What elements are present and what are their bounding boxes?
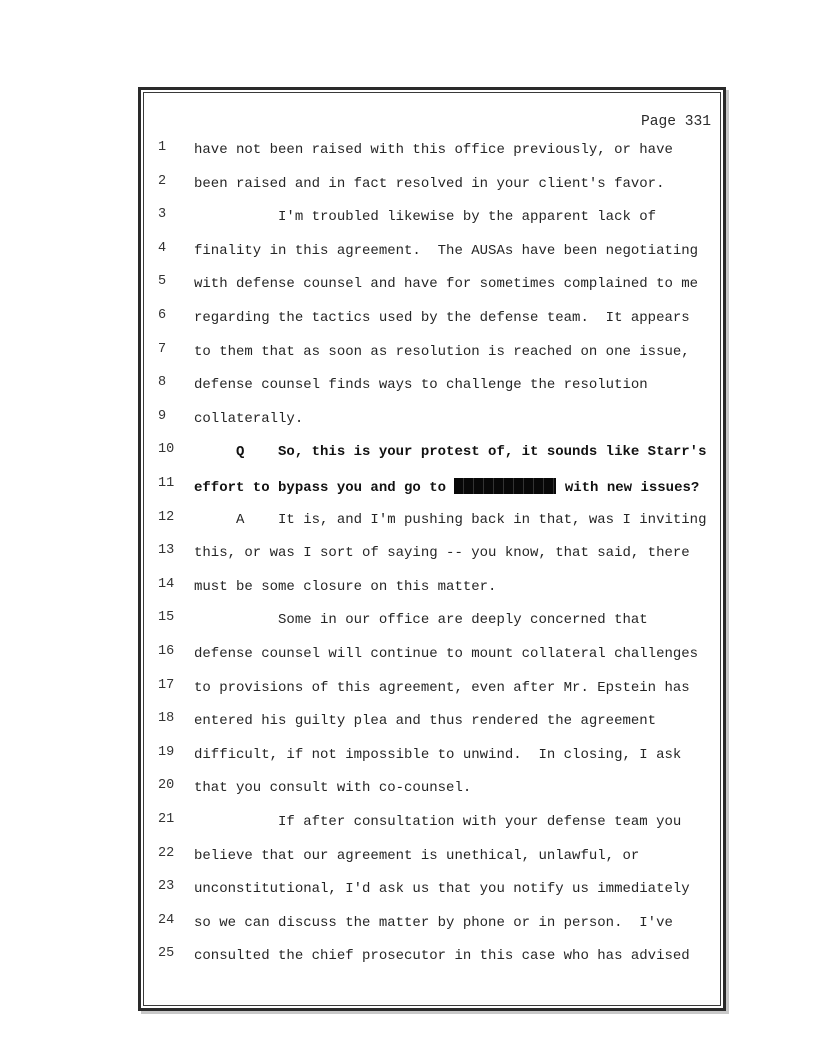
line-text: collaterally. [194, 410, 304, 427]
line-number: 12 [158, 509, 175, 525]
line-number: 11 [158, 476, 175, 491]
line-text: so we can discuss the matter by phone or in person. I've [194, 914, 673, 931]
line-text: to them that as soon as resolution is reached on one issue, [194, 343, 690, 360]
transcript-line [141, 207, 723, 241]
line-text: entered his guilty plea and thus rendered the agreement [194, 713, 657, 730]
line-number: 21 [158, 812, 175, 827]
line-number: 22 [158, 845, 175, 861]
question-text: Q So, this is your protest of, it sounds like Starr's [194, 444, 707, 461]
line-text: I'm troubled likewise by the apparent lack of [194, 209, 657, 226]
transcript-line [141, 913, 723, 947]
transcript-line [141, 846, 723, 880]
transcript-line [141, 678, 723, 712]
line-text: have not been raised with this office previously, or have [194, 142, 673, 158]
line-number: 5 [158, 274, 167, 290]
page-number: Page 331 [640, 114, 711, 130]
line-text: been raised and in fact resolved in your client's favor. [194, 175, 665, 192]
line-text: must be some closure on this matter. [194, 578, 497, 595]
line-number: 2 [158, 173, 167, 189]
answer-text: A It is, and I'm pushing back in that, was I inviting [194, 511, 707, 528]
line-number: 6 [158, 308, 167, 323]
line-number: 7 [158, 341, 167, 357]
transcript-line [141, 644, 723, 678]
line-text: this, or was I sort of saying -- you know, that said, there [194, 545, 690, 562]
line-text: to provisions of this agreement, even after Mr. Epstein has [194, 679, 690, 696]
line-number: 4 [158, 240, 167, 256]
line-text: with defense counsel and have for sometimes complained to me [194, 276, 699, 293]
transcript-line [141, 140, 723, 174]
line-text: finality in this agreement. The AUSAs have been negotiating [194, 242, 699, 259]
transcript-line [141, 375, 723, 409]
line-text: consulted the chief prosecutor in this case who has advised [194, 948, 690, 965]
line-number: 15 [158, 610, 175, 626]
transcript-line [141, 274, 723, 308]
transcript-line [141, 510, 723, 544]
line-number: 10 [158, 442, 175, 458]
line-number: 24 [158, 912, 175, 928]
transcript-line [141, 476, 723, 510]
line-number: 20 [158, 778, 175, 794]
line-number: 1 [158, 140, 167, 155]
line-number: 9 [158, 408, 167, 424]
line-number: 8 [158, 375, 167, 391]
transcript-line [141, 711, 723, 745]
transcript-line [141, 778, 723, 812]
line-number: 19 [158, 744, 175, 760]
line-number: 25 [158, 946, 175, 962]
transcript-line [141, 610, 723, 644]
transcript-line [141, 543, 723, 577]
line-text: regarding the tactics used by the defense team. It appears [194, 310, 690, 326]
question-text-after-redaction: with new issues? [556, 480, 700, 496]
line-text: difficult, if not impossible to unwind. In closing, I ask [194, 746, 682, 763]
redaction-block [454, 478, 556, 494]
line-number: 14 [158, 576, 175, 592]
line-number: 17 [158, 677, 175, 693]
transcript-line [141, 745, 723, 779]
question-text-before-redaction: effort to bypass you and go to [194, 480, 455, 496]
transcript-line [141, 879, 723, 913]
line-number: 23 [158, 879, 175, 895]
line-number: 3 [158, 207, 167, 223]
transcript-line [141, 577, 723, 611]
line-text: unconstitutional, I'd ask us that you notify us immediately [194, 881, 690, 898]
transcript-line [141, 442, 723, 476]
question-text [194, 478, 699, 496]
transcript-line [141, 174, 723, 208]
transcript-line [141, 342, 723, 376]
line-text: believe that our agreement is unethical, unlawful, or [194, 847, 640, 864]
line-number: 18 [158, 711, 175, 727]
line-number: 16 [158, 644, 175, 659]
line-text: that you consult with co-counsel. [194, 780, 472, 797]
line-text: Some in our office are deeply concerned that [194, 612, 648, 629]
transcript-line [141, 946, 723, 980]
line-number: 13 [158, 543, 175, 559]
line-text: If after consultation with your defense team you [194, 814, 682, 830]
line-text: defense counsel finds ways to challenge the resolution [194, 377, 648, 394]
transcript-line [141, 812, 723, 846]
transcript-line [141, 409, 723, 443]
transcript-page-frame [138, 87, 726, 1011]
line-text: defense counsel will continue to mount collateral challenges [194, 646, 699, 662]
transcript-line [141, 308, 723, 342]
transcript-line [141, 241, 723, 275]
